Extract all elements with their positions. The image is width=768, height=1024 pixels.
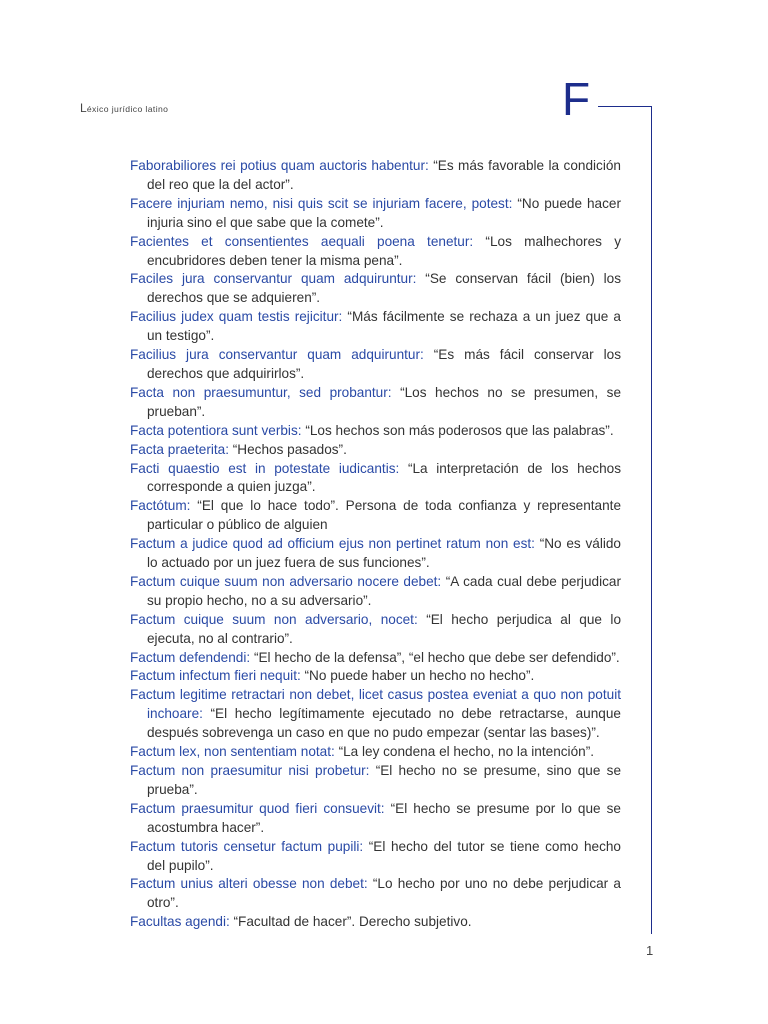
entry-definition: “El hecho legítimamente ejecutado no debe retractarse, aunque después sobrevenga un caso en que no pudo empezar (sentar las bases)”. — [147, 706, 621, 741]
glossary-entry — [130, 308, 621, 346]
entry-term: Factum lex, non sententiam notat: — [130, 744, 335, 760]
entry-term: Faborabiliores rei potius quam auctoris habentur: — [130, 158, 429, 173]
entry-term: Facere injuriam nemo, nisi quis scit se injuriam facere, potest: — [130, 195, 513, 211]
section-rule-vertical — [651, 106, 652, 934]
entry-term: Facta potentiora sunt verbis: — [130, 422, 302, 438]
entry-definition: “El que lo hace todo”. Persona de toda confianza y representante particular o público de alguien — [147, 498, 621, 533]
glossary-entry — [130, 875, 621, 913]
entry-term: Factum legitime retractari non debet, licet casus postea eveniat a quo non potuit inchoare: — [130, 687, 621, 722]
entry-definition: “No es válido lo actuado por un juez fuera de sus funciones”. — [147, 536, 621, 571]
section-rule-horizontal — [598, 106, 652, 107]
glossary-entry — [130, 497, 621, 535]
glossary-entry — [130, 649, 621, 668]
entry-term: Factum cuique suum non adversario nocere debet: — [130, 573, 442, 589]
glossary-entry — [130, 422, 621, 441]
entry-definition: “Más fácilmente se rechaza a un juez que a un testigo”. — [147, 309, 621, 344]
entry-definition: “Los hechos son más poderosos que las palabras”. — [305, 422, 614, 438]
entry-term: Factum tutoris censetur factum pupili: — [130, 838, 364, 854]
entry-term: Facilius jura conservantur quam adquiruntur: — [130, 347, 424, 363]
glossary-entry — [130, 611, 621, 649]
entry-term: Facilius judex quam testis rejicitur: — [130, 309, 343, 325]
glossary-entry — [130, 460, 621, 498]
glossary-entry — [130, 233, 621, 271]
entry-term: Factum a judice quod ad officium ejus non pertinet ratum non est: — [130, 536, 535, 552]
glossary-entry — [130, 913, 621, 932]
entry-term: Facultas agendi: — [130, 914, 230, 930]
entry-term: Faciles jura conservantur quam adquiruntur: — [130, 271, 417, 287]
entry-definition: “Se conservan fácil (bien) los derechos que se adquieren”. — [147, 271, 622, 306]
entry-term: Facta praeterita: — [130, 441, 229, 457]
page-number: 1 — [646, 943, 654, 958]
entry-definition: “Lo hecho por uno no debe perjudicar a otro”. — [147, 876, 621, 911]
entry-term: Facta non praesumuntur, sed probantur: — [130, 384, 392, 400]
glossary-entry — [130, 838, 621, 876]
glossary-entry — [130, 573, 621, 611]
entry-definition: “El hecho de la defensa”, “el hecho que debe ser defendido”. — [253, 649, 620, 665]
entry-definition: “La ley condena el hecho, no la intención”. — [338, 744, 594, 760]
glossary-entry — [130, 535, 621, 573]
entry-term: Factum defendendi: — [130, 649, 251, 665]
entry-definition: “No puede haber un hecho no hecho”. — [304, 668, 535, 684]
running-head — [80, 101, 168, 115]
entry-definition: “El hecho se presume por lo que se acostumbra hacer”. — [147, 800, 621, 835]
entry-definition: “Facultad de hacer”. Derecho subjetivo. — [233, 914, 472, 930]
section-letter: F — [562, 73, 591, 125]
entry-definition: “El hecho perjudica al que lo ejecuta, no al contrario”. — [147, 611, 622, 646]
entry-term: Facti quaestio est in potestate iudicantis: — [130, 460, 400, 476]
entry-definition: “Es más fácil conservar los derechos que adquirirlos”. — [147, 347, 621, 381]
glossary-entry — [130, 346, 621, 384]
glossary-entry — [130, 441, 621, 460]
glossary-entry — [130, 157, 621, 195]
entry-term: Factum non praesumitur nisi probetur: — [130, 763, 370, 778]
running-head-initial: L — [80, 101, 87, 115]
entry-term: Factum praesumitur quod fieri consuevit: — [130, 800, 385, 816]
entry-definition: “Los malhechores y encubridores deben tener la misma pena”. — [147, 233, 621, 268]
entry-term: Factum infectum fieri nequit: — [130, 668, 301, 684]
entry-definition: “La interpretación de los hechos corresponde a quien juzga”. — [147, 460, 621, 495]
entry-term: Factum cuique suum non adversario, nocet: — [130, 611, 418, 627]
entry-definition: “El hecho no se presume, sino que se prueba”. — [147, 763, 622, 797]
glossary-entry — [130, 667, 621, 686]
glossary-entry — [130, 384, 621, 422]
entry-definition: “Es más favorable la condición del reo que la del actor”. — [147, 158, 621, 192]
entry-definition: “A cada cual debe perjudicar su propio hecho, no a su adversario”. — [147, 573, 621, 608]
entry-term: Factum unius alteri obesse non debet: — [130, 876, 368, 892]
glossary-entry — [130, 195, 621, 233]
glossary-entry — [130, 270, 621, 308]
glossary-entries — [130, 157, 621, 932]
glossary-entry — [130, 686, 621, 743]
glossary-entry — [130, 743, 621, 762]
entry-definition: “No puede hacer injuria sino el que sabe que la comete”. — [147, 195, 621, 230]
glossary-entry — [130, 762, 621, 800]
glossary-entry — [130, 800, 621, 838]
entry-definition: “El hecho del tutor se tiene como hecho del pupilo”. — [147, 838, 621, 873]
entry-definition: “Hechos pasados”. — [232, 441, 347, 457]
entry-term: Facientes et consentientes aequali poena tenetur: — [130, 233, 474, 249]
entry-term: Factótum: — [130, 498, 191, 514]
running-head-text: éxico jurídico latino — [86, 104, 169, 114]
entry-definition: “Los hechos no se presumen, se prueban”. — [147, 384, 622, 419]
